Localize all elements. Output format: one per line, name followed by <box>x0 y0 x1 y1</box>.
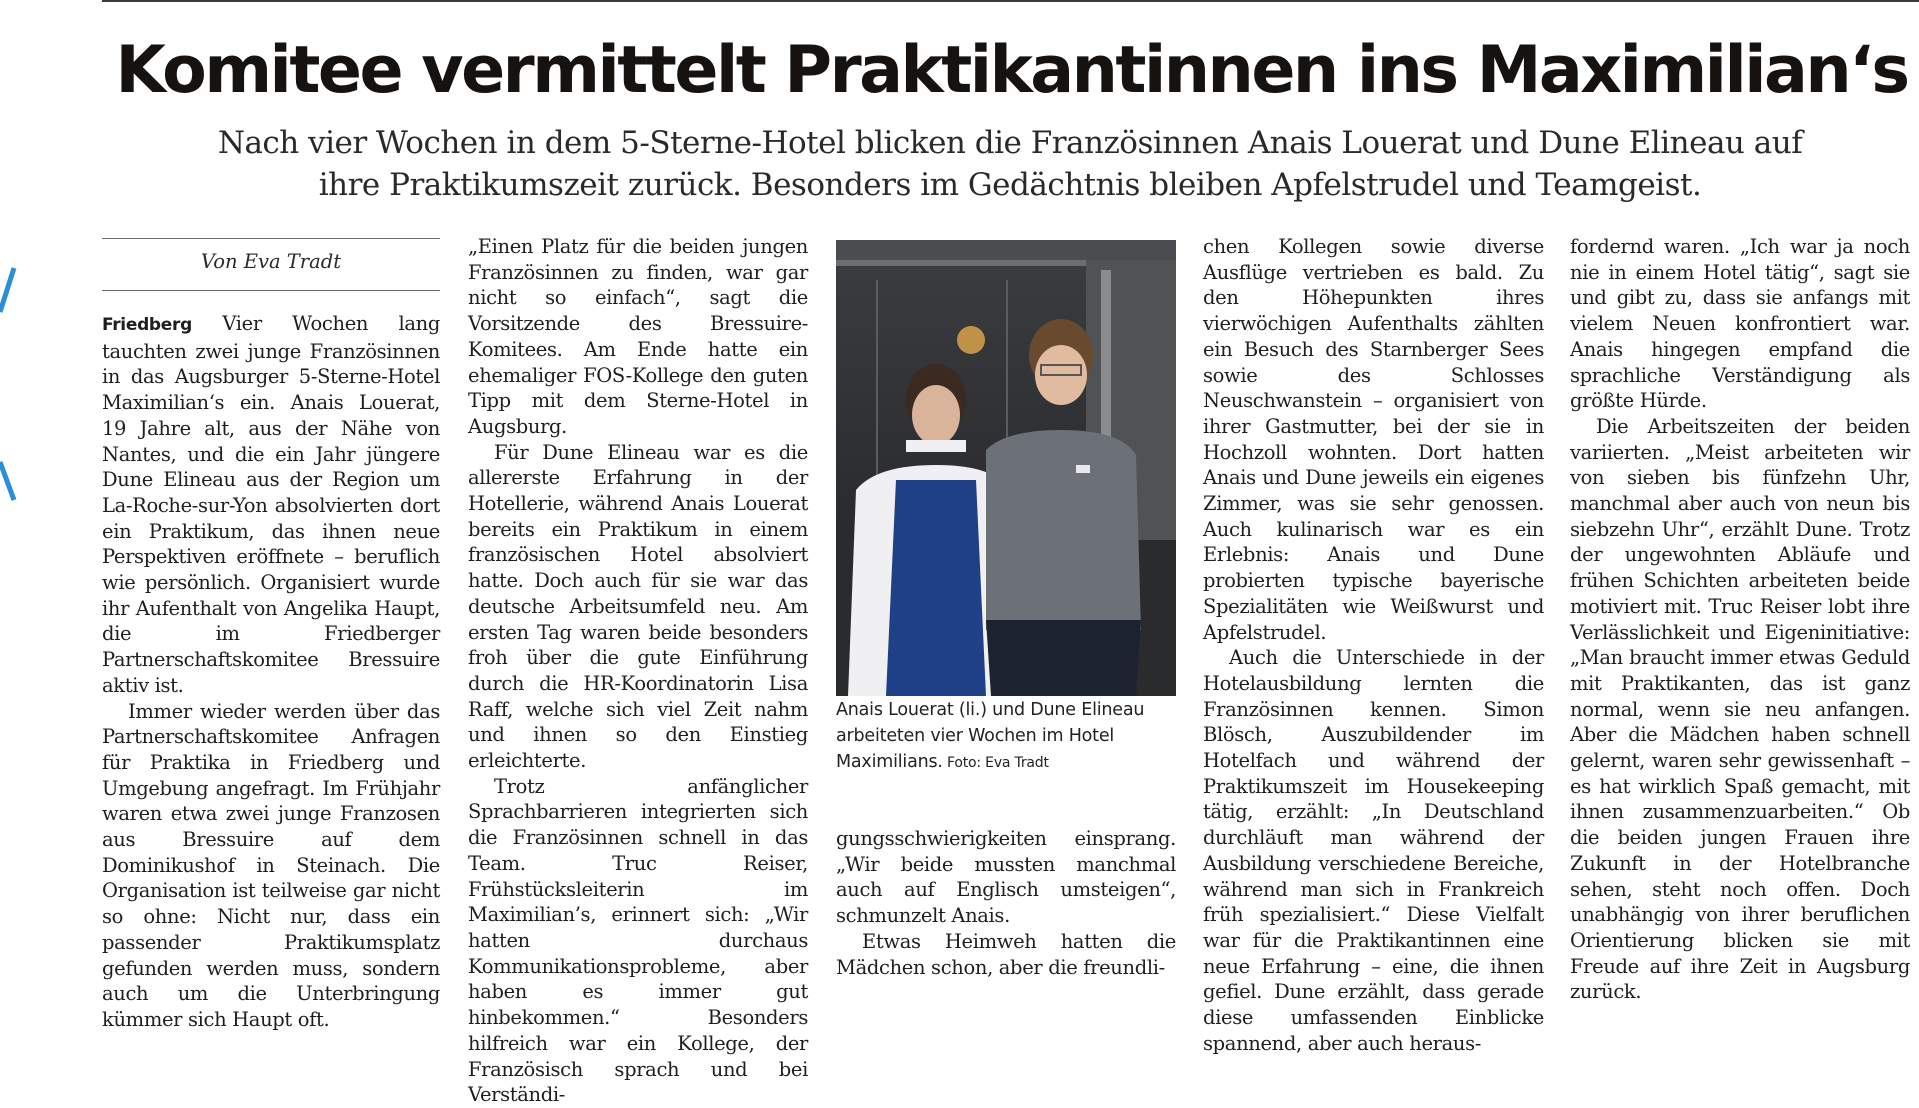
paragraph: Die Arbeitszeiten der beiden variierten. „Meist arbeiteten wir von sieben bis fünfzehn Uhr, manchmal aber auch von neun bis siebzehn Uhr“, erzählt Dune. Trotz der ungewohnten Abläufe und frühen Schichten arbeiteten beide motiviert mit. Truc Reiser lobt ihre Verlässlichkeit und Eigeninitiative: „Man braucht immer etwas Geduld mit Praktikanten, das ist ganz normal, wenn sie neu anfangen. Aber die Mädchen haben schnell gelernt, waren sehr gewissenhaft – es hat wirklich Spaß gemacht, mit ihnen zusammenzuarbeiten.“ Ob die beiden jungen Frauen ihre Zukunft in der Hotelbranche sehen, steht noch offen. Doch unabhängig von ihrer beruflichen Orientierung blicken sie mit Freude auf ihre Zeit in Augsburg zurück. <box>1570 414 1910 1004</box>
paragraph: Etwas Heimweh hatten die Mädchen schon, aber die freundli- <box>836 929 1176 979</box>
paragraph: Für Dune Elineau war es die allererste Erfahrung in der Hotellerie, während Anais Louerat bereits ein Praktikum in einem französischen Hotel absolviert hatte. Doch auch für sie war das deutsche Arbeitsumfeld neu. Am ersten Tag waren beide besonders froh über die gute Einführung durch die HR-Koordinatorin Lisa Raff, welche sich viel Zeit nahm und ihnen so den Einstieg erleichterte. <box>468 440 808 773</box>
paragraph: Trotz anfänglicher Sprachbarrieren integrierten sich die Französinnen schnell in das Team. Truc Reiser, Frühstücksleiterin im Maximilian’s, erinnert sich: „Wir hatten durchaus Kommunikationsprobleme, aber haben es immer gut hinbekommen.“ Besonders hilfreich war ein Kollege, der Französisch sprach und bei Verständi- <box>468 774 808 1107</box>
headline: Komitee vermittelt Praktikantinnen ins Maximilian‘s <box>115 33 1908 108</box>
article-photo <box>836 240 1176 696</box>
paragraph: chen Kollegen sowie diverse Ausflüge vertrieben es bald. Zu den Höhepunkten ihres vierwöchigen Aufenthalts zählten ein Besuch des Starnberger Sees sowie des Schlosses Neuschwanstein – organisiert von ihrer Gastmutter, bei der sie in Hochzoll wohnten. Dort hatten Anais und Dune jeweils ein eigenes Zimmer, was sie sehr genossen. Auch kulinarisch war es ein Erlebnis: Anais und Dune probierten typische bayerische Spezialitäten wie Weißwurst und Apfelstrudel. <box>1203 235 1544 644</box>
subheadline: Nach vier Wochen in dem 5-Sterne-Hotel blicken die Französinnen Anais Louerat und Dune Elineau auf ihre Praktikumszeit zurück. Besonders im Gedächtnis bleiben Apfelstrudel und Teamgeist. <box>217 125 1803 203</box>
byline: Von Eva Tradt <box>200 250 342 273</box>
paragraph: „Einen Platz für die beiden jungen Französinnen zu finden, war gar nicht so einfach“, sagt die Vorsitzende des Bressuire-Komitees. Am Ende hatte ein ehemaliger FOS-Kollege den guten Tipp mit dem Sterne-Hotel in Augsburg. <box>468 235 808 438</box>
article-column-4 <box>1203 234 1544 1057</box>
caption-text: Anais Louerat (li.) und Dune Elineau arbeiteten vier Wochen im Hotel Maximilians. <box>836 700 1145 772</box>
margin-graphic <box>0 262 20 502</box>
paragraph <box>102 311 440 699</box>
article-column-2 <box>468 234 808 1108</box>
article-column-3 <box>836 826 1176 980</box>
paragraph: Immer wieder werden über das Partnerschaftskomitee Anfragen für Praktika in Friedberg und Umgebung angefragt. Im Frühjahr waren etwa zwei junge Franzosen aus Bressuire auf dem Dominikushof in Steinach. Die Organisation ist teilweise gar nicht so ohne: Nicht nur, dass ein passender Praktikumsplatz gefunden werden muss, sondern auch um die Unterbringung kümmer sich Haupt oft. <box>102 699 440 1031</box>
byline-rule-bottom <box>102 290 440 291</box>
paragraph: Auch die Unterschiede in der Hotelausbildung lernten die Französinnen kennen. Simon Blösch, Auszubildender im Hotelfach und während der Praktikumszeit im Housekeeping tätig, erzählt: „In Deutschland durchläuft man während der Ausbildung verschiedene Bereiche, während man sich in Frankreich früh spezialisiert.“ Diese Vielfalt war für die Praktikantinnen eine neue Erfahrung – eine, die ihnen gefiel. Dune erzählt, dass gerade diese umfassenden Einblicke spannend, aber auch heraus- <box>1203 646 1544 1055</box>
photo-credit: Foto: Eva Tradt <box>942 755 1049 771</box>
article-column-1 <box>102 311 440 1033</box>
photo-caption <box>836 697 1176 776</box>
paragraph: gungsschwierigkeiten einsprang. „Wir beide mussten manchmal auch auf Englisch umsteigen“, schmunzelt Anais. <box>836 827 1176 928</box>
article-column-5 <box>1570 234 1910 1005</box>
byline-rule-top <box>102 238 440 239</box>
photo-two-interns <box>836 240 1176 696</box>
paragraph-text: Vier Wochen lang tauchten zwei junge Französinnen in das Augsburger 5-Sterne-Hotel Maximilian‘s ein. Anais Louerat, 19 Jahre alt, aus der Nähe von Nantes, und die ein Jahr jüngere Dune Elineau aus der Region um La-Roche-sur-Yon absolvierten dort ein Praktikum, das ihnen neue Perspektiven eröffnete – beruflich wie persönlich. Organisiert wurde ihr Aufenthalt von Angelika Haupt, die im Friedberger Partnerschaftskomitee Bressuire aktiv ist. <box>102 312 440 697</box>
top-rule <box>102 0 1919 2</box>
paragraph: fordernd waren. „Ich war ja noch nie in einem Hotel tätig“, sagt sie und gibt zu, dass sie anfangs mit vielem Neuen konfrontiert war. Anais hingegen empfand die sprachliche Verständigung als größte Hürde. <box>1570 235 1910 413</box>
dateline: Friedberg <box>102 315 192 335</box>
